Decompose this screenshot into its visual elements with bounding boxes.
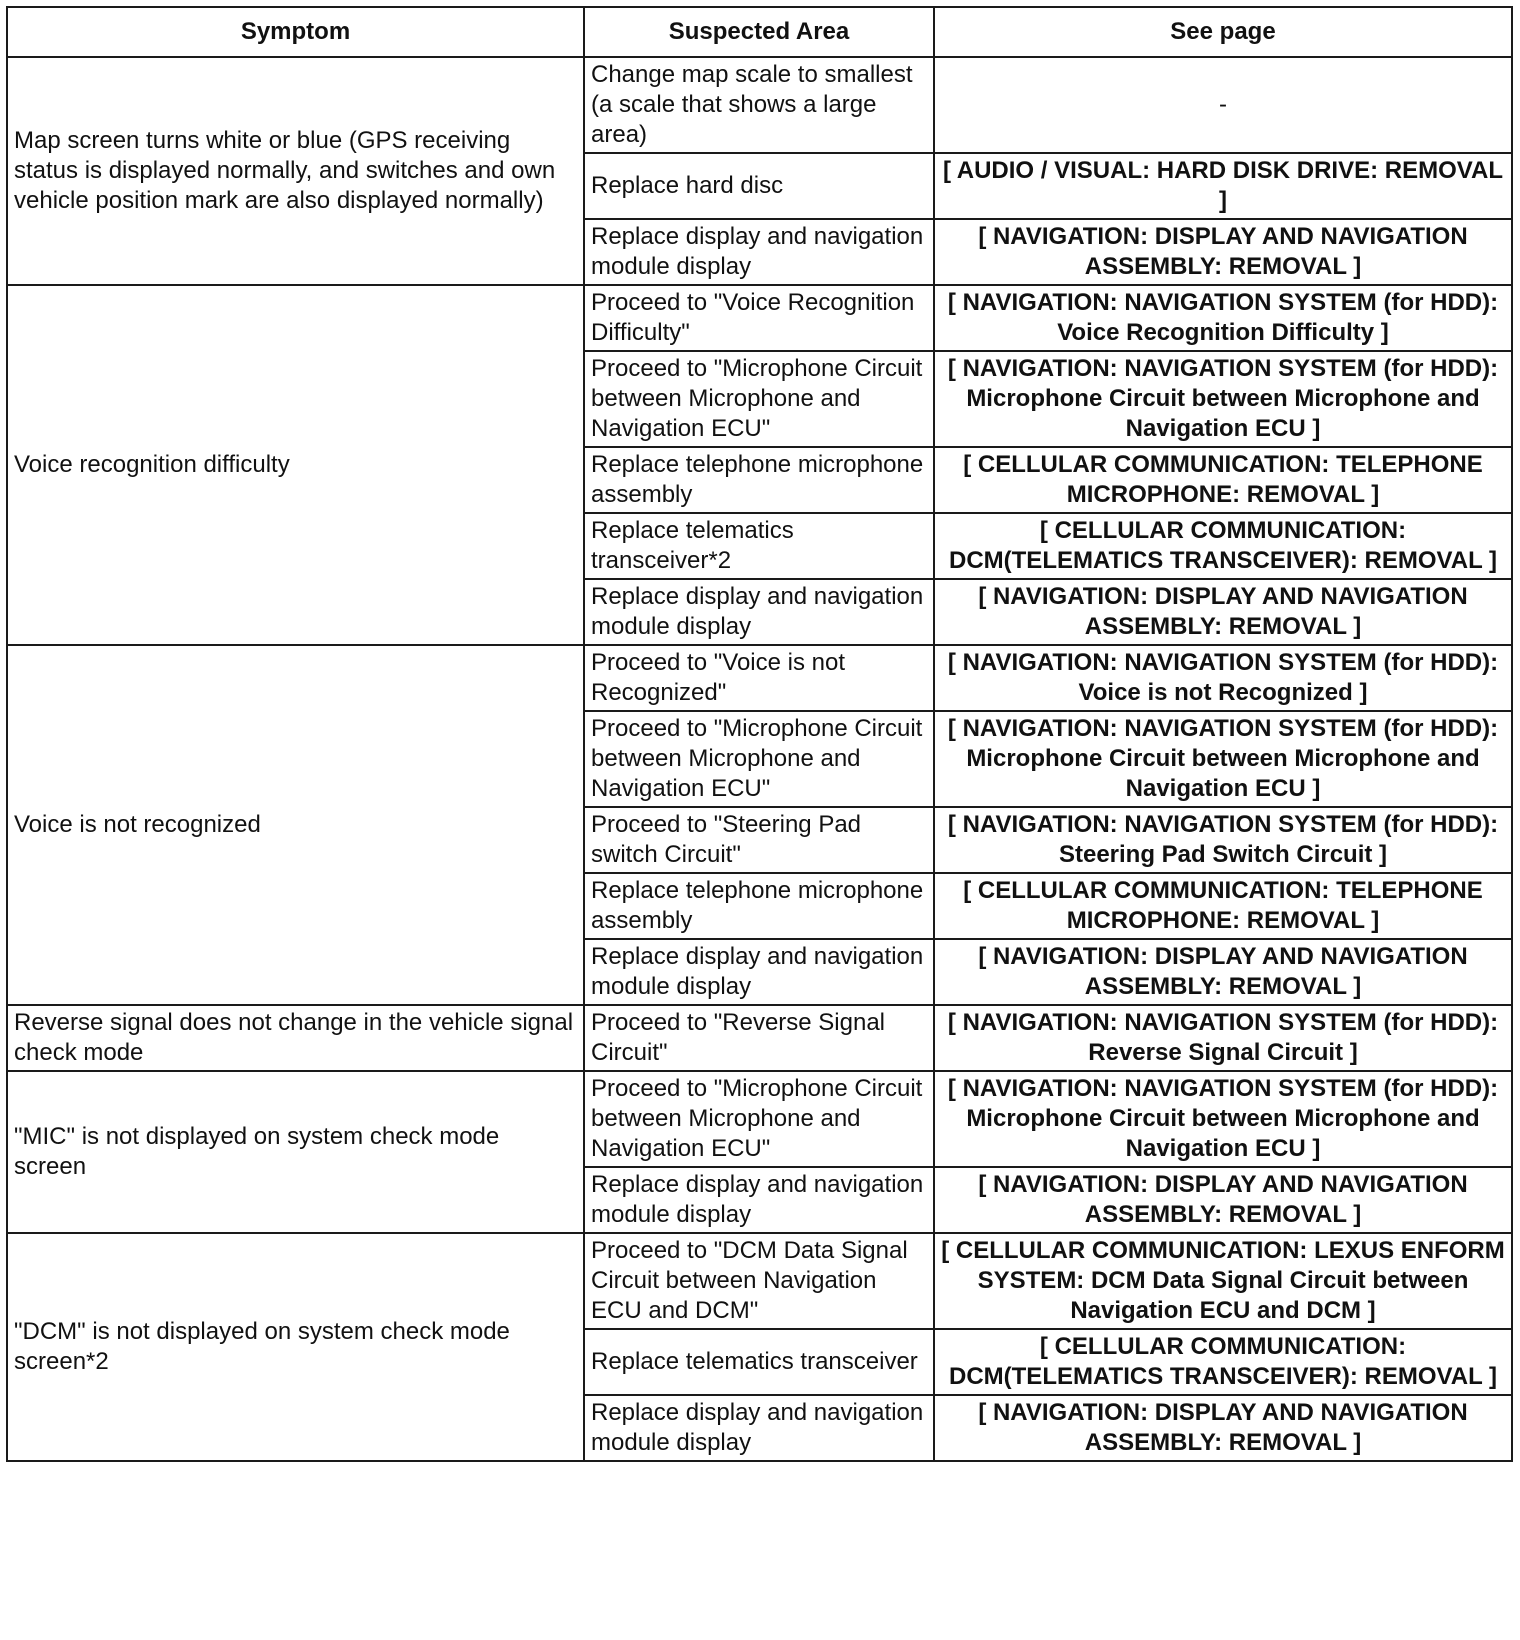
header-suspected-area: Suspected Area — [584, 7, 934, 57]
symptom-cell: Voice is not recognized — [7, 645, 584, 1005]
see-page-cell: [ NAVIGATION: DISPLAY AND NAVIGATION ASSEMBLY: REMOVAL ] — [934, 579, 1512, 645]
see-page-cell: [ NAVIGATION: DISPLAY AND NAVIGATION ASSEMBLY: REMOVAL ] — [934, 939, 1512, 1005]
suspected-area-cell: Proceed to "Steering Pad switch Circuit" — [584, 807, 934, 873]
header-row — [7, 7, 1512, 57]
see-page-cell: [ NAVIGATION: DISPLAY AND NAVIGATION ASSEMBLY: REMOVAL ] — [934, 1167, 1512, 1233]
table-row — [7, 1071, 1512, 1167]
see-page-cell: [ CELLULAR COMMUNICATION: TELEPHONE MICROPHONE: REMOVAL ] — [934, 447, 1512, 513]
symptom-cell: Voice recognition difficulty — [7, 285, 584, 645]
suspected-area-cell: Proceed to "Microphone Circuit between Microphone and Navigation ECU" — [584, 1071, 934, 1167]
see-page-cell: [ NAVIGATION: NAVIGATION SYSTEM (for HDD): Microphone Circuit between Microphone and Navigation ECU ] — [934, 351, 1512, 447]
suspected-area-cell: Replace display and navigation module display — [584, 219, 934, 285]
suspected-area-cell: Replace display and navigation module display — [584, 579, 934, 645]
suspected-area-cell: Proceed to "Microphone Circuit between Microphone and Navigation ECU" — [584, 351, 934, 447]
suspected-area-cell: Proceed to "DCM Data Signal Circuit between Navigation ECU and DCM" — [584, 1233, 934, 1329]
see-page-cell: [ NAVIGATION: DISPLAY AND NAVIGATION ASSEMBLY: REMOVAL ] — [934, 219, 1512, 285]
suspected-area-cell: Proceed to "Voice Recognition Difficulty" — [584, 285, 934, 351]
table-row — [7, 57, 1512, 153]
see-page-cell: [ CELLULAR COMMUNICATION: LEXUS ENFORM SYSTEM: DCM Data Signal Circuit between Navigation ECU and DCM ] — [934, 1233, 1512, 1329]
suspected-area-cell: Proceed to "Reverse Signal Circuit" — [584, 1005, 934, 1071]
see-page-cell: [ NAVIGATION: NAVIGATION SYSTEM (for HDD): Voice is not Recognized ] — [934, 645, 1512, 711]
suspected-area-cell: Proceed to "Voice is not Recognized" — [584, 645, 934, 711]
see-page-cell: [ NAVIGATION: NAVIGATION SYSTEM (for HDD): Microphone Circuit between Microphone and Navigation ECU ] — [934, 1071, 1512, 1167]
table-row — [7, 285, 1512, 351]
see-page-cell: [ NAVIGATION: DISPLAY AND NAVIGATION ASSEMBLY: REMOVAL ] — [934, 1395, 1512, 1461]
table-row — [7, 645, 1512, 711]
see-page-cell: - — [934, 57, 1512, 153]
suspected-area-cell: Replace telephone microphone assembly — [584, 873, 934, 939]
table-row — [7, 1233, 1512, 1329]
symptom-cell: Reverse signal does not change in the vehicle signal check mode — [7, 1005, 584, 1071]
see-page-cell: [ CELLULAR COMMUNICATION: DCM(TELEMATICS TRANSCEIVER): REMOVAL ] — [934, 1329, 1512, 1395]
table-row — [7, 1005, 1512, 1071]
suspected-area-cell: Replace display and navigation module display — [584, 1395, 934, 1461]
suspected-area-cell: Replace display and navigation module display — [584, 939, 934, 1005]
see-page-cell: [ NAVIGATION: NAVIGATION SYSTEM (for HDD): Voice Recognition Difficulty ] — [934, 285, 1512, 351]
header-symptom: Symptom — [7, 7, 584, 57]
suspected-area-cell: Replace telematics transceiver — [584, 1329, 934, 1395]
symptom-cell: Map screen turns white or blue (GPS receiving status is displayed normally, and switches and own vehicle position mark are also displayed normally) — [7, 57, 584, 285]
see-page-cell: [ AUDIO / VISUAL: HARD DISK DRIVE: REMOVAL ] — [934, 153, 1512, 219]
symptom-cell: "MIC" is not displayed on system check mode screen — [7, 1071, 584, 1233]
suspected-area-cell: Replace telematics transceiver*2 — [584, 513, 934, 579]
see-page-cell: [ CELLULAR COMMUNICATION: DCM(TELEMATICS TRANSCEIVER): REMOVAL ] — [934, 513, 1512, 579]
header-see-page: See page — [934, 7, 1512, 57]
suspected-area-cell: Replace display and navigation module display — [584, 1167, 934, 1233]
suspected-area-cell: Replace hard disc — [584, 153, 934, 219]
suspected-area-cell: Replace telephone microphone assembly — [584, 447, 934, 513]
see-page-cell: [ NAVIGATION: NAVIGATION SYSTEM (for HDD): Reverse Signal Circuit ] — [934, 1005, 1512, 1071]
see-page-cell: [ NAVIGATION: NAVIGATION SYSTEM (for HDD): Microphone Circuit between Microphone and Navigation ECU ] — [934, 711, 1512, 807]
problem-symptoms-table — [6, 6, 1513, 1462]
see-page-cell: [ NAVIGATION: NAVIGATION SYSTEM (for HDD): Steering Pad Switch Circuit ] — [934, 807, 1512, 873]
suspected-area-cell: Proceed to "Microphone Circuit between Microphone and Navigation ECU" — [584, 711, 934, 807]
see-page-cell: [ CELLULAR COMMUNICATION: TELEPHONE MICROPHONE: REMOVAL ] — [934, 873, 1512, 939]
symptom-cell: "DCM" is not displayed on system check mode screen*2 — [7, 1233, 584, 1461]
suspected-area-cell: Change map scale to smallest (a scale that shows a large area) — [584, 57, 934, 153]
